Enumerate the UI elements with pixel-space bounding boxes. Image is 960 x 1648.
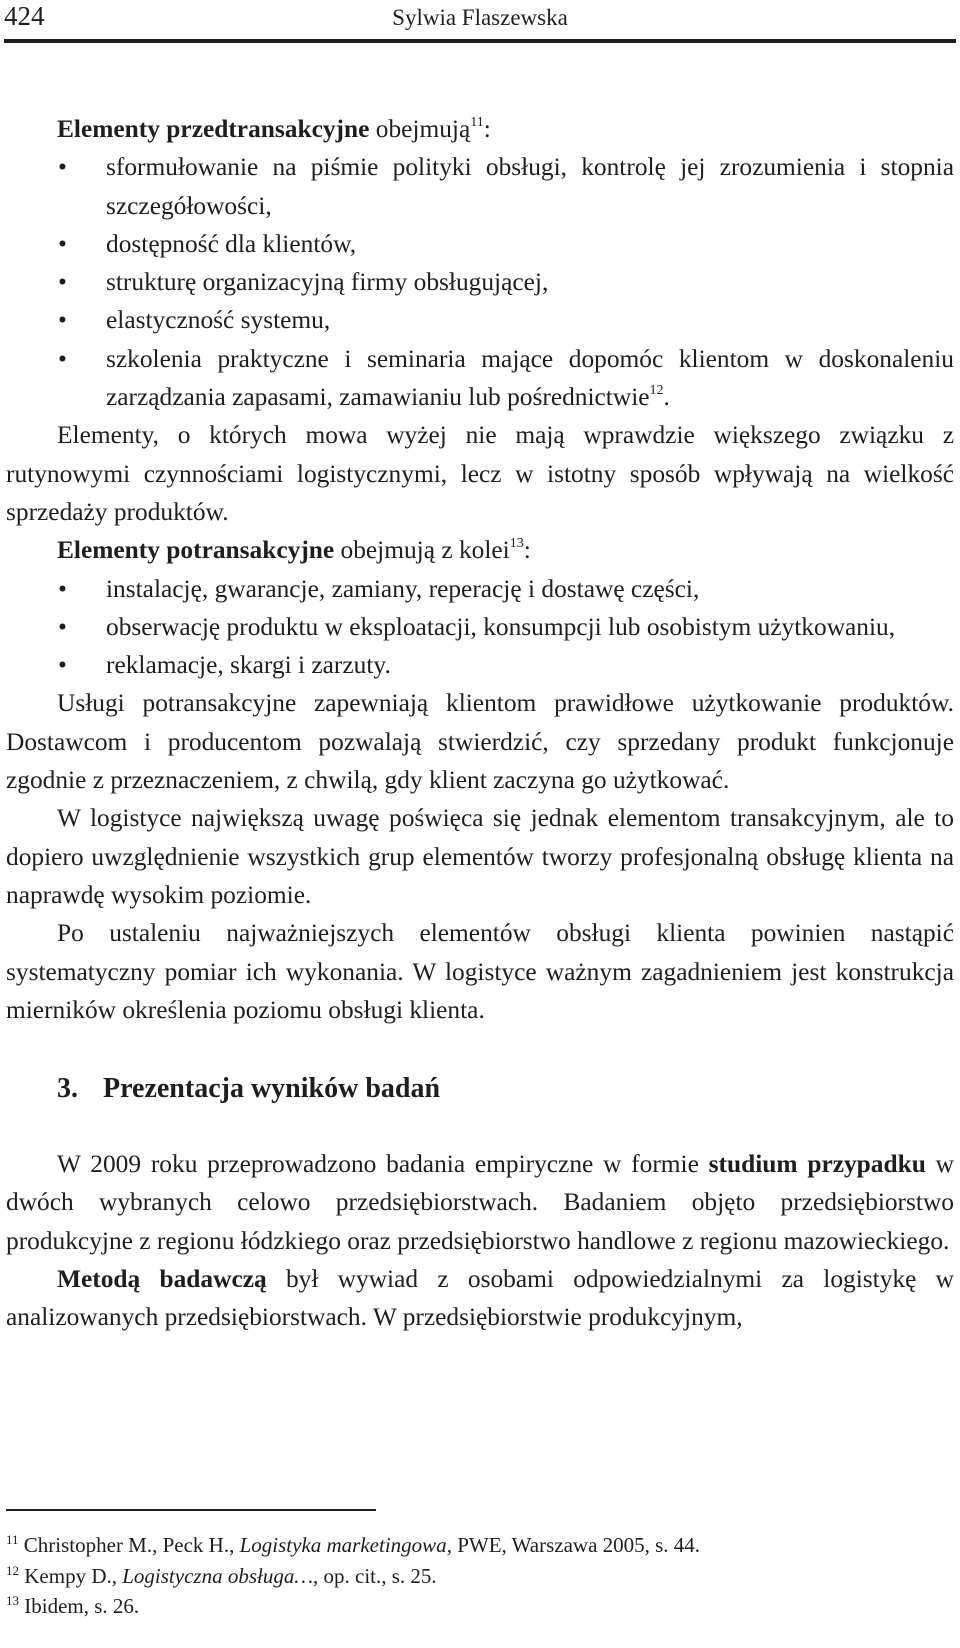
bullet-icon: • (58, 651, 67, 680)
page-header (4, 0, 956, 42)
pretransaction-list (6, 148, 954, 416)
section-number: 3. (57, 1073, 78, 1105)
paragraph-method: Metodą badawczą był wywiad z osobami odpowiedzialnymi za logistykę w analizowanych przedsiębiorstwach. W przedsiębiorstwie produkcyjnym, (6, 1265, 954, 1332)
paragraph-study: W 2009 roku przeprowadzono badania empiryczne w formie studium przypadku w dwóch wybranych celowo przedsiębiorstwach. Badaniem objęto przedsiębiorstwo produkcyjne z regionu łódzkiego oraz przedsiębiorstwo handlowe z regionu mazowieckiego. (6, 1150, 954, 1255)
posttransaction-list (6, 570, 954, 685)
header-rule (4, 39, 956, 43)
page-number: 424 (4, 1, 45, 31)
pretransaction-term: Elementy przedtransakcyjne (57, 115, 370, 143)
pretransaction-intro: Elementy przedtransakcyjne obejmują$^{11}$: (57, 115, 491, 143)
posttransaction-intro: Elementy potransakcyjne obejmują z kolei$^{13}$: (57, 536, 531, 565)
paragraph-services: Usługi potransakcyjne zapewniają klientom prawidłowe użytkowanie produktów. Dostawcom i producentom pozwalają stwierdzić, czy sprzedany produkt funkcjonuje zgodnie z przeznaczeniem, z chwilą, gdy klient zaczyna go użytkować. (6, 689, 954, 795)
list-item: • elastyczność systemu, (6, 301, 954, 339)
footnote-title: Logistyczna obsługa… (122, 1563, 314, 1588)
footnote-11: $^{11}$ Christopher M., Peck H., Logistyka marketingowa, PWE, Warszawa 2005, s. 44. (6, 1532, 701, 1557)
bullet-icon: • (58, 612, 67, 641)
paragraph-logistics: W logistyce największą uwagę poświęca się jednak elementom transakcyjnym, ale to dopiero uwzględnienie wszystkich grup elementów tworzy profesjonalną obsługę klienta na naprawdę wysokim poziomie. (6, 804, 954, 909)
section-title: Prezentacja wyników badań (103, 1073, 441, 1105)
section-heading (57, 1070, 954, 1108)
research-method-term: Metodą badawczą (57, 1265, 267, 1294)
list-item: • reklamacje, skargi i zarzuty. (6, 646, 954, 684)
paragraph-measurement: Po ustaleniu najważniejszych elementów obsługi klienta powinien nastąpić systematyczny pomiar ich wykonania. W logistyce ważnym zagadnieniem jest konstrukcja mierników określenia poziomu obsługi klienta. (6, 919, 954, 1024)
footnote-12: $^{12}$ Kempy D., Logistyczna obsługa…, op. cit., s. 25. (6, 1562, 437, 1588)
bullet-icon: • (58, 153, 67, 182)
case-study-term: studium przypadku (708, 1150, 926, 1179)
list-item: • szkolenia praktyczne i seminaria mające dopomóc klientom w doskonaleniu zarządzania zapasami, zamawianiu lub pośrednictwie$^{12}$. (6, 340, 954, 417)
paragraph-elements: Elementy, o których mowa wyżej nie mają wprawdzie większego związku z rutynowymi czynnościami logistycznymi, lecz w istotny sposób wpływają na wielkość sprzedaży produktów. (6, 421, 954, 526)
bullet-icon: • (58, 574, 67, 603)
footnote-number: 13 (6, 1593, 19, 1608)
footnote-ref-13: 13 (509, 536, 524, 552)
footnote-ref-12: 12 (649, 383, 664, 399)
body-text (6, 110, 954, 1337)
bullet-icon: • (58, 229, 67, 258)
footnote-title: Logistyka marketingowa (239, 1533, 447, 1557)
list-item: • sformułowanie na piśmie polityki obsługi, kontrolę jej zrozumienia i stopnia szczegółowości, (6, 148, 954, 225)
bullet-icon: • (58, 268, 67, 297)
list-item: • strukturę organizacyjną firmy obsługującej, (6, 263, 954, 301)
footnote-number: 12 (6, 1562, 19, 1578)
footnote-number: 11 (6, 1532, 19, 1547)
footnote-ref-11: 11 (470, 115, 484, 130)
footnotes (6, 1530, 954, 1622)
running-head-author: Sylwia Flaszewska (392, 5, 568, 30)
bullet-icon: • (58, 344, 67, 373)
list-item: • obserwację produktu w eksploatacji, konsumpcji lub osobistym użytkowaniu, (6, 608, 954, 646)
list-item: • dostępność dla klientów, (6, 225, 954, 263)
bullet-icon: • (58, 306, 67, 335)
list-item: • instalację, gwarancje, zamiany, reperację i dostawę części, (6, 570, 954, 608)
posttransaction-term: Elementy potransakcyjne (57, 536, 335, 565)
footnote-rule (6, 1509, 376, 1511)
footnote-13: $^{13}$ Ibidem, s. 26. (6, 1593, 140, 1618)
